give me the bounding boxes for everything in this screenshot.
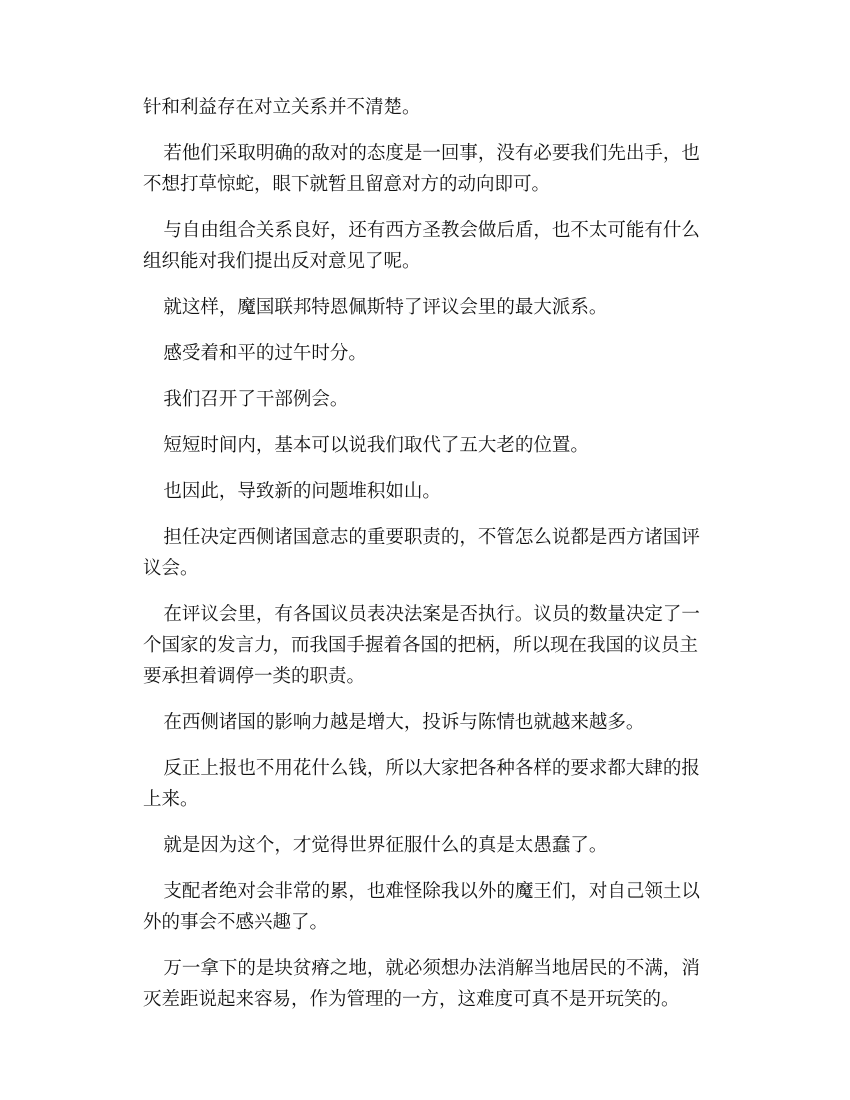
paragraph: 感受着和平的过午时分。	[163, 343, 367, 364]
paragraph: 若他们采取明确的敌对的态度是一回事，没有必要我们先出手，也不想打草惊蛇，眼下就暂且留意对方的动向即可。	[143, 143, 700, 195]
paragraph: 与自由组合关系良好，还有西方圣教会做后盾，也不太可能有什么组织能对我们提出反对意见了呢。	[143, 220, 700, 272]
paragraph: 在评议会里，有各国议员表决法案是否执行。议员的数量决定了一个国家的发言力，而我国手握着各国的把柄，所以现在我国的议员主要承担着调停一类的职责。	[143, 604, 700, 687]
paragraph: 针和利益存在对立关系并不清楚。	[143, 97, 421, 118]
body-text	[143, 92, 711, 1030]
paragraph: 也因此，导致新的问题堆积如山。	[163, 481, 441, 502]
paragraph: 就是因为这个，才觉得世界征服什么的真是太愚蠢了。	[163, 835, 608, 856]
paragraph: 万一拿下的是块贫瘠之地，就必须想办法消解当地居民的不满，消灭差距说起来容易，作为管理的一方，这难度可真不是开玩笑的。	[143, 958, 700, 1010]
paragraph: 在西侧诸国的影响力越是增大，投诉与陈情也就越来越多。	[163, 712, 645, 733]
paragraph: 短短时间内，基本可以说我们取代了五大老的位置。	[163, 435, 589, 456]
paragraph: 就这样，魔国联邦特恩佩斯特了评议会里的最大派系。	[163, 297, 608, 318]
paragraph: 担任决定西侧诸国意志的重要职责的，不管怎么说都是西方诸国评议会。	[143, 527, 700, 579]
paragraph: 支配者绝对会非常的累，也难怪除我以外的魔王们，对自己领土以外的事会不感兴趣了。	[143, 881, 700, 933]
paragraph: 反正上报也不用花什么钱，所以大家把各种各样的要求都大肆的报上来。	[143, 758, 700, 810]
paragraph: 我们召开了干部例会。	[163, 389, 349, 410]
